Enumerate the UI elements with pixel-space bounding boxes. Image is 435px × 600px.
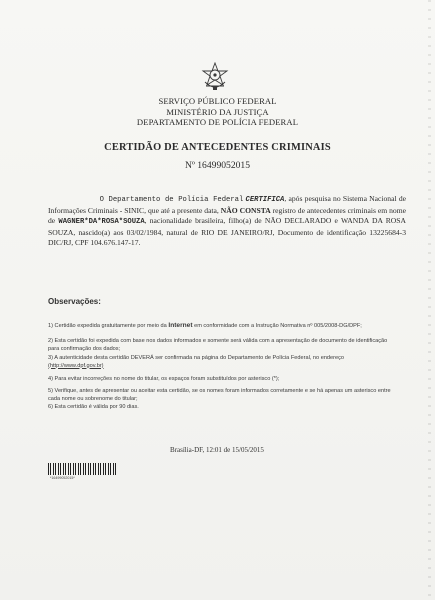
brazil-coat-of-arms-icon [200,62,230,92]
header-line-1: SERVIÇO PÚBLICO FEDERAL [158,96,277,106]
body-text-3: , nacionalidade brasileira, filho(a) de NÃO DECLARADO e WANDA DA ROSA SOUZA, nascido(a) aos 03/02/1984, natural de RIO DE JANEIRO/RJ, Documento de identificação 13225684-3 DIC/RJ, CPF 104.676.147-17. [48,215,407,247]
observation-item-1 [48,322,398,331]
barcode [48,463,118,475]
holder-name: WAGNER*DA*ROSA*SOUZA [58,217,145,226]
observation-item-2: 2) Esta certidão foi expedida com base nos dados informados e somente será válida com a apresentação de documento de identificação para confirmação dos dados; [48,338,388,352]
body-certifica: CERTIFICA [245,196,285,204]
observation-item-3 [48,355,398,370]
document-title: CERTIDÃO DE ANTECEDENTES CRIMINAIS [104,142,331,153]
header-line-2: MINISTÉRIO DA JUSTIÇA [166,106,269,117]
dpf-url-link[interactable]: (http://www.dpf.gov.br) [48,362,104,369]
issue-date: Brasília-DF, 12:01 de 15/05/2015 [170,446,264,454]
certificate-number: Nº 16499052015 [184,160,251,171]
barcode-number: *16499052015* [50,476,75,480]
observation-1-internet: Internet [168,322,193,329]
body-nao-consta: NÃO CONSTA [220,205,271,215]
body-text-1: , após pesquisa no Sistema Nacional de Informações Criminais - SINIC, que até a presente data, [48,194,406,215]
body-intro: O Departamento de Polícia Federal [99,196,244,204]
observation-item-5: 5) Verifique, antes de apresentar ou aceitar esta certidão, se os nomes foram informados corretamente e se há apenas um asterisco entre cada nome ou sobrenome do titular; [48,388,391,402]
body-text-2: registro de antecedentes criminais em nome de [48,205,406,225]
header-line-3: DEPARTAMENTO DE POLÍCIA FEDERAL [136,117,299,128]
observation-3-text: 3) A autenticidade desta certidão DEVERÁ ser confirmada na página do Departamento de Polícia Federal, no endereço [48,355,345,361]
observations-title: Observações: [48,297,101,306]
observation-1-text: 1) Certidão expedida gratuitamente por meio da [48,323,167,329]
issuing-authority-header [0,96,435,128]
scan-edge-marks [428,0,431,600]
certificate-body [48,194,406,248]
observation-1-text-end: em conformidade com a Instrução Normativa nº 005/2008-DG/DPF; [194,323,362,329]
observation-item-4: 4) Para evitar incorreções no nome do titular, os espaços foram substituídos por asterisco (*); [48,376,280,382]
observation-item-6: 6) Esta certidão é válida por 90 dias. [48,404,139,410]
